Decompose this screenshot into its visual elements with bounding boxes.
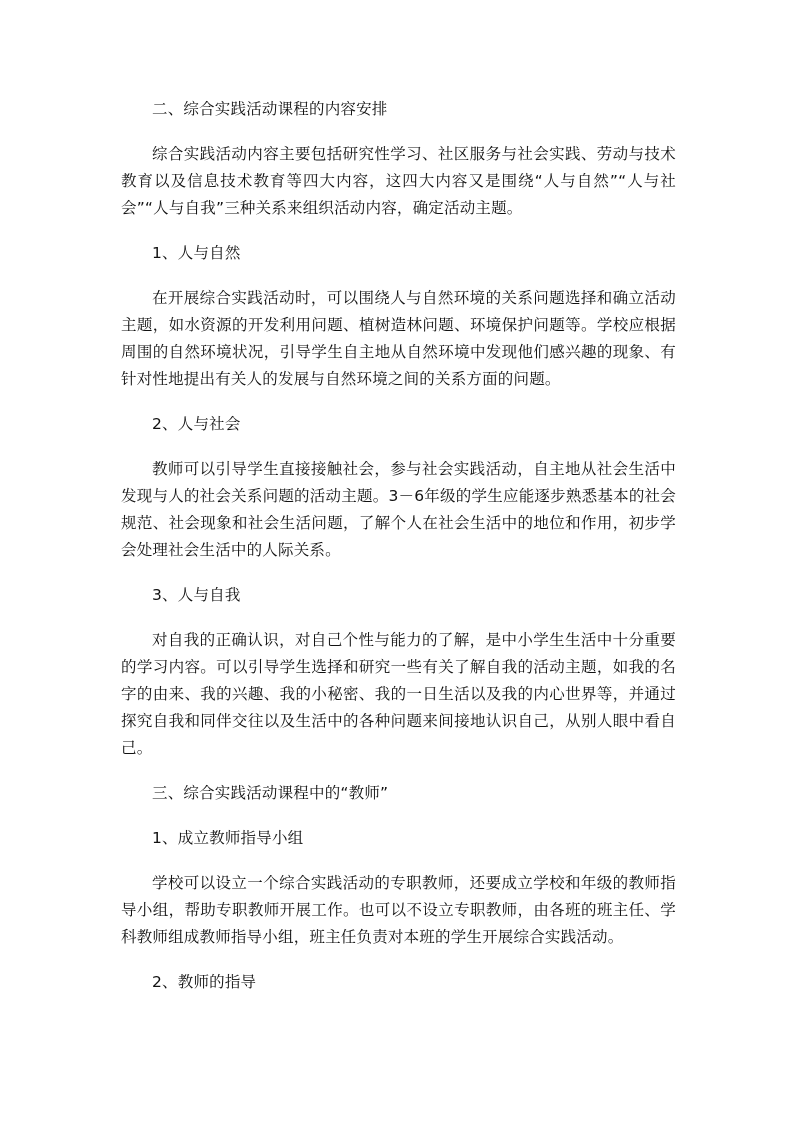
section-heading-2: 二、综合实践活动课程的内容安排	[152, 100, 388, 118]
spacer	[121, 807, 676, 825]
paragraph-human-society: 教师可以引导学生直接接触社会，参与社会实践活动，自主地从社会生活中发现与人的社会关系问题的活动主题。3－6年级的学生应能逐步熟悉基本的社会规范、社会现象和社会生活问题，了解个人在社会生活中的地位和作用，初步学会处理社会生活中的人际关系。	[121, 460, 676, 559]
spacer	[121, 762, 676, 780]
subheading-teacher-guidance: 2、教师的指导	[152, 973, 257, 991]
spacer	[121, 393, 676, 411]
paragraph-teacher-group: 学校可以设立一个综合实践活动的专职教师，还要成立学校和年级的教师指导小组，帮助专职教师开展工作。也可以不设立专职教师，由各班的班主任、学科教师组成教师指导小组，班主任负责对本班的学生开展综合实践活动。	[121, 874, 676, 946]
intro-paragraph: 综合实践活动内容主要包括研究性学习、社区服务与社会实践、劳动与技术教育以及信息技术教育等四大内容，这四大内容又是围绕“人与自然”“人与社会”“人与自我”三种关系来组织活动内容，确定活动主题。	[121, 145, 676, 217]
spacer	[121, 123, 676, 141]
spacer	[121, 222, 676, 240]
paragraph-human-nature: 在开展综合实践活动时，可以围绕人与自然环境的关系问题选择和确立活动主题，如水资源的开发利用问题、植树造林问题、环境保护问题等。学校应根据周围的自然环境状况，引导学生自主地从自然环境中发现他们感兴趣的现象、有针对性地提出有关人的发展与自然环境之间的关系方面的问题。	[121, 289, 676, 388]
subheading-human-society: 2、人与社会	[152, 415, 241, 433]
subheading-human-self: 3、人与自我	[152, 586, 241, 604]
subheading-teacher-group: 1、成立教师指导小组	[152, 829, 304, 847]
section-heading-3: 三、综合实践活动课程中的“教师”	[152, 784, 389, 802]
paragraph-human-self: 对自我的正确认识，对自己个性与能力的了解，是中小学生生活中十分重要的学习内容。可以引导学生选择和研究一些有关了解自我的活动主题，如我的名字的由来、我的兴趣、我的小秘密、我的一日生活以及我的内心世界等，并通过探究自我和同伴交往以及生活中的各种问题来间接地认识自己，从别人眼中看自己。	[121, 631, 676, 757]
document-body	[121, 96, 676, 996]
spacer	[121, 852, 676, 870]
spacer	[121, 564, 676, 582]
spacer	[121, 951, 676, 969]
subheading-human-nature: 1、人与自然	[152, 244, 241, 262]
spacer	[121, 609, 676, 627]
spacer	[121, 267, 676, 285]
spacer	[121, 438, 676, 456]
